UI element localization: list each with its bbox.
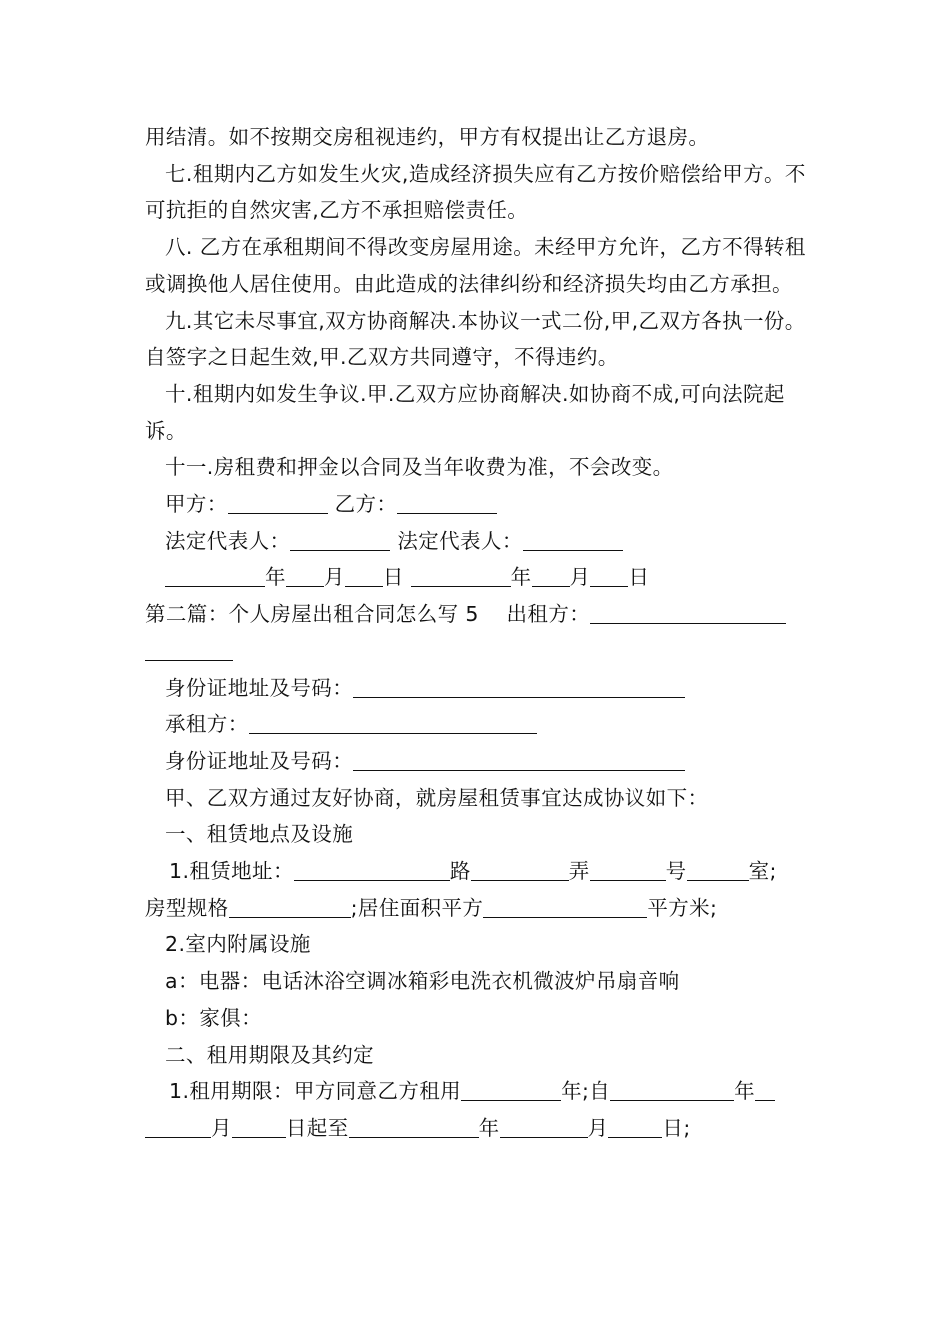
party-a-label: 甲方： <box>165 492 228 517</box>
year-label: 年 <box>734 1079 756 1104</box>
start-year-blank <box>610 1080 734 1102</box>
signature-parties <box>145 486 825 523</box>
lessor-blank-2 <box>145 639 233 661</box>
paragraph-payment: 用结清。如不按期交房租视违约，甲方有权提出让乙方退房。 <box>145 125 710 149</box>
lessor-label: 出租方： <box>506 602 591 627</box>
room-type-line <box>145 890 825 927</box>
day-from-label: 日起至 <box>285 1115 349 1140</box>
lessee-label: 承租方： <box>165 712 249 737</box>
room-type-blank <box>229 896 351 918</box>
day-end-label: 日; <box>662 1115 691 1140</box>
id-address-label: 身份证地址及号码： <box>165 748 354 773</box>
rep-a-label: 法定代表人： <box>165 528 291 553</box>
month-label: 月 <box>569 565 591 590</box>
date-a-day-blank <box>345 566 383 588</box>
number-label: 号 <box>665 859 687 884</box>
party-a-blank <box>228 493 328 515</box>
party-b-blank <box>397 493 497 515</box>
month-label: 月 <box>587 1115 609 1140</box>
clause-7: 七.租期内乙方如发生火灾,造成经济损失应有乙方按价赔偿给甲方。不可抗拒的自然灾害,乙方不承担赔偿责任。 <box>145 161 806 223</box>
agreement-intro: 甲、乙双方通过友好协商，就房屋租赁事宜达成协议如下： <box>165 785 709 810</box>
day-label: 日 <box>628 565 650 590</box>
heading-2: 二、租用期限及其约定 <box>165 1042 374 1067</box>
start-month-blank-2 <box>145 1116 211 1138</box>
lane-label: 弄 <box>568 859 590 884</box>
road-label: 路 <box>449 859 471 884</box>
lessor-blank <box>590 603 786 625</box>
lessee-line <box>145 706 825 743</box>
lessor-id-line <box>145 670 825 707</box>
number-blank <box>687 860 749 882</box>
clause-10: 十.租期内如发生争议.甲.乙双方应协商解决.如协商不成,可向法院起诉。 <box>145 381 785 443</box>
date-b-day-blank <box>590 566 628 588</box>
rep-b-blank <box>523 529 623 551</box>
term-years-blank <box>461 1080 561 1102</box>
lessee-blank <box>249 713 537 735</box>
lessee-id-blank <box>353 749 685 771</box>
date-b-month-blank <box>532 566 570 588</box>
address-blank <box>294 860 450 882</box>
appliances-line: a：电器：电话沐浴空调冰箱彩电洗衣机微波炉吊扇音响 <box>165 969 680 994</box>
area-blank <box>483 896 647 918</box>
clause-11: 十一.房租费和押金以合同及当年收费为准，不会改变。 <box>165 455 674 480</box>
end-month-blank <box>500 1116 588 1138</box>
rental-address-line <box>145 853 825 890</box>
rep-b-label: 法定代表人： <box>390 528 523 553</box>
day-label: 日 <box>382 565 404 590</box>
term-line <box>145 1073 825 1110</box>
end-day-blank <box>608 1116 662 1138</box>
end-year-blank <box>349 1116 479 1138</box>
lessee-id-line <box>145 743 825 780</box>
date-b-year-blank <box>411 566 511 588</box>
signature-representatives <box>145 523 825 560</box>
start-month-blank-1 <box>755 1080 775 1102</box>
date-a-year-blank <box>165 566 265 588</box>
lane-blank <box>590 860 666 882</box>
clause-9: 九.其它未尽事宜,双方协商解决.本协议一式二份,甲,乙双方各执一份。自签字之日起生效,甲.乙双方共同遵守，不得违约。 <box>145 308 806 370</box>
area-label: ;居住面积平方 <box>350 895 484 920</box>
id-address-label: 身份证地址及号码： <box>165 675 354 700</box>
start-day-blank <box>232 1116 286 1138</box>
section-2-heading <box>145 596 825 633</box>
furniture-line: b：家俱： <box>165 1005 263 1030</box>
party-b-label: 乙方： <box>327 492 398 517</box>
rep-a-blank <box>290 529 390 551</box>
section-2-title: 第二篇：个人房屋出租合同怎么写 5 <box>145 602 479 627</box>
year-label: 年 <box>478 1115 500 1140</box>
month-label: 月 <box>211 1115 232 1140</box>
facilities-heading: 2.室内附属设施 <box>165 932 311 957</box>
term-line-continued <box>145 1110 825 1147</box>
year-from-label: 年;自 <box>561 1079 611 1104</box>
month-label: 月 <box>323 565 345 590</box>
heading-1: 一、租赁地点及设施 <box>165 822 354 847</box>
term-label: 1.租用期限：甲方同意乙方租用 <box>169 1079 462 1104</box>
rent-address-label: 1.租赁地址： <box>169 859 294 884</box>
room-type-label: 房型规格 <box>145 895 229 920</box>
year-label: 年 <box>510 565 532 590</box>
road-blank <box>471 860 569 882</box>
room-label: 室; <box>748 859 777 884</box>
signature-dates <box>145 559 825 596</box>
clause-8: 八. 乙方在承租期间不得改变房屋用途。未经甲方允许，乙方不得转租或调换他人居住使用。由此造成的法律纠纷和经济损失均由乙方承担。 <box>145 235 806 296</box>
lessor-blank-continued <box>145 633 825 670</box>
sqm-label: 平方米; <box>647 895 718 920</box>
year-label: 年 <box>265 565 286 590</box>
document-body <box>145 119 825 1147</box>
date-a-month-blank <box>286 566 324 588</box>
lessor-id-blank <box>353 676 685 698</box>
